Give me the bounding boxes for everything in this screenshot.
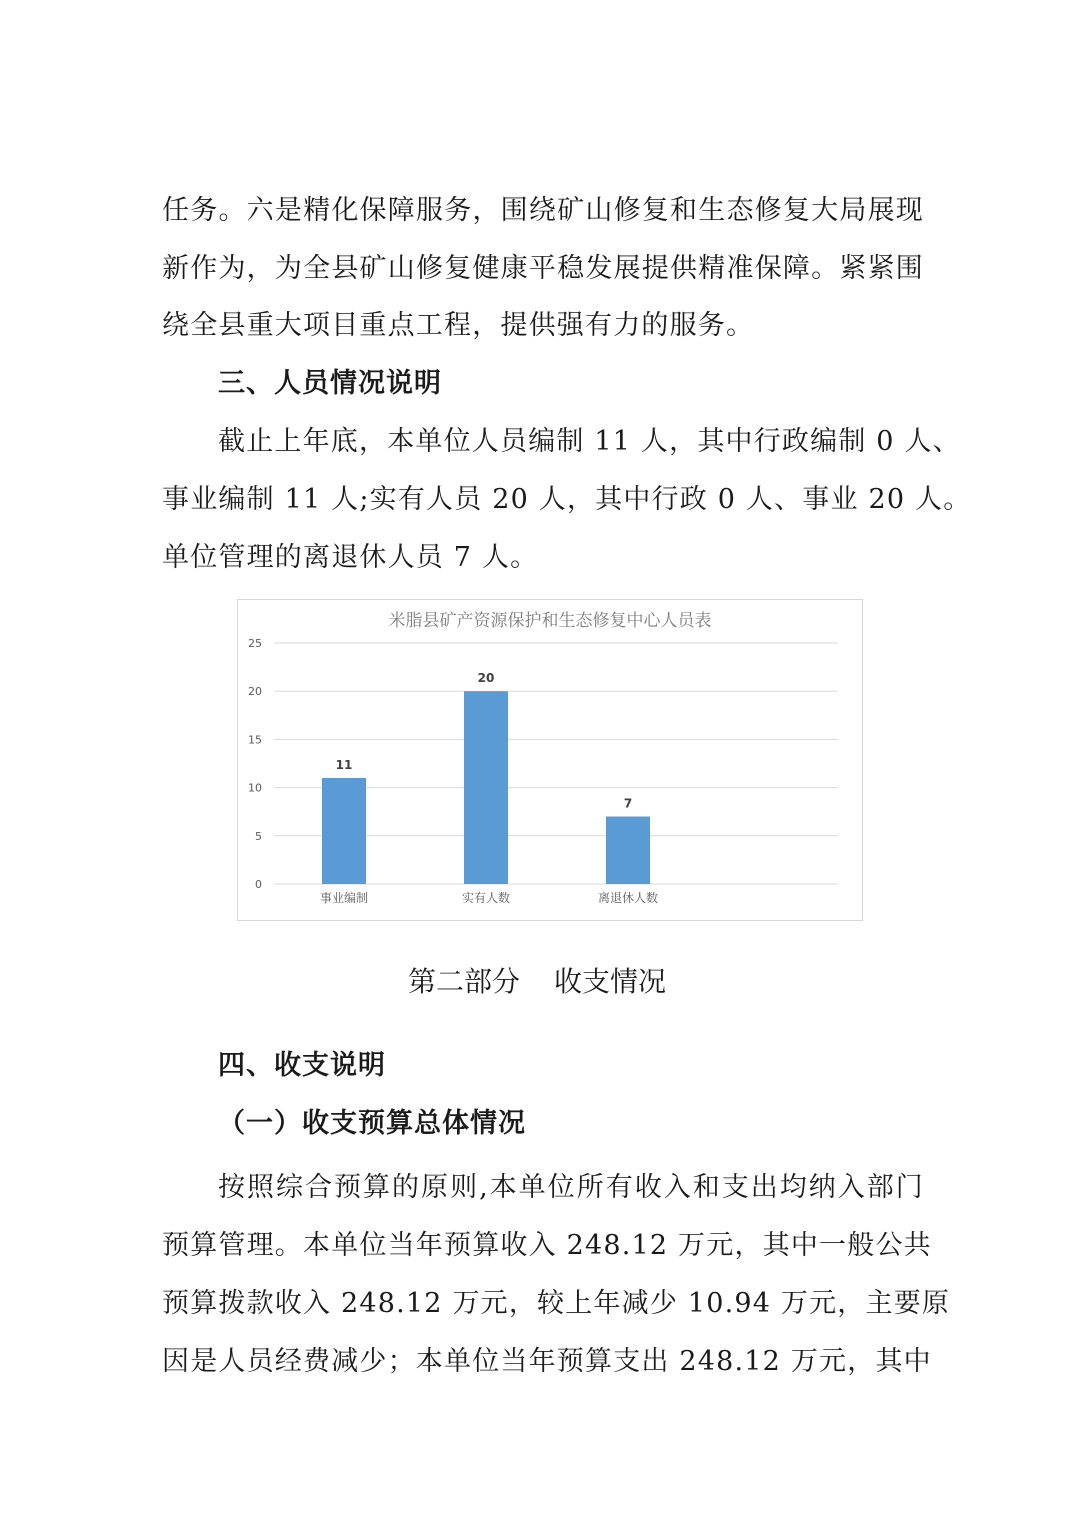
paragraph-line: 事业编制 11 人;实有人员 20 人，其中行政 0 人、事业 20 人。 [162, 484, 972, 515]
paragraph-line: 绕全县重大项目重点工程，提供强有力的服务。 [162, 310, 755, 341]
paragraph-line: 按照综合预算的原则,本单位所有收入和支出均纳入部门 [218, 1172, 924, 1203]
y-tick-label: 0 [255, 878, 262, 891]
paragraph-line: 新作为，为全县矿山修复健康平稳发展提供精准保障。紧紧围 [162, 253, 924, 284]
section-heading: 四、收支说明 [218, 1050, 386, 1081]
x-tick-label: 离退休人数 [597, 891, 659, 905]
part-title-text: 收支情况 [554, 965, 667, 998]
x-tick-label: 实有人数 [461, 891, 511, 905]
y-tick-label: 10 [248, 781, 262, 795]
staff-bar-chart [237, 599, 863, 921]
x-tick-label: 事业编制 [319, 891, 369, 905]
paragraph-line: 单位管理的离退休人员 7 人。 [162, 542, 539, 573]
bar [464, 691, 508, 884]
chart-canvas [238, 600, 862, 920]
paragraph-line: 因是人员经费减少；本单位当年预算支出 248.12 万元，其中 [162, 1346, 932, 1377]
part-title [0, 962, 1074, 1002]
y-tick-label: 25 [248, 637, 262, 650]
paragraph-line: 预算管理。本单位当年预算收入 248.12 万元，其中一般公共 [162, 1230, 932, 1261]
y-tick-label: 20 [248, 685, 262, 699]
subsection-heading: （一）收支预算总体情况 [218, 1108, 526, 1139]
y-tick-label: 15 [248, 733, 262, 747]
section-heading: 三、人员情况说明 [218, 368, 442, 399]
chart-title: 米脂县矿产资源保护和生态修复中心人员表 [388, 611, 712, 631]
paragraph-line: 截止上年底，本单位人员编制 11 人，其中行政编制 0 人、 [218, 426, 961, 457]
y-tick-label: 5 [255, 829, 262, 843]
paragraph-line: 预算拨款收入 248.12 万元，较上年减少 10.94 万元，主要原 [162, 1288, 951, 1319]
data-label: 7 [623, 796, 633, 811]
bar [322, 778, 366, 884]
paragraph-line: 任务。六是精化保障服务，围绕矿山修复和生态修复大局展现 [162, 195, 924, 226]
data-label: 20 [477, 671, 495, 686]
part-title-number: 第二部分 [407, 965, 520, 998]
data-label: 11 [335, 757, 353, 772]
bar [606, 817, 650, 884]
